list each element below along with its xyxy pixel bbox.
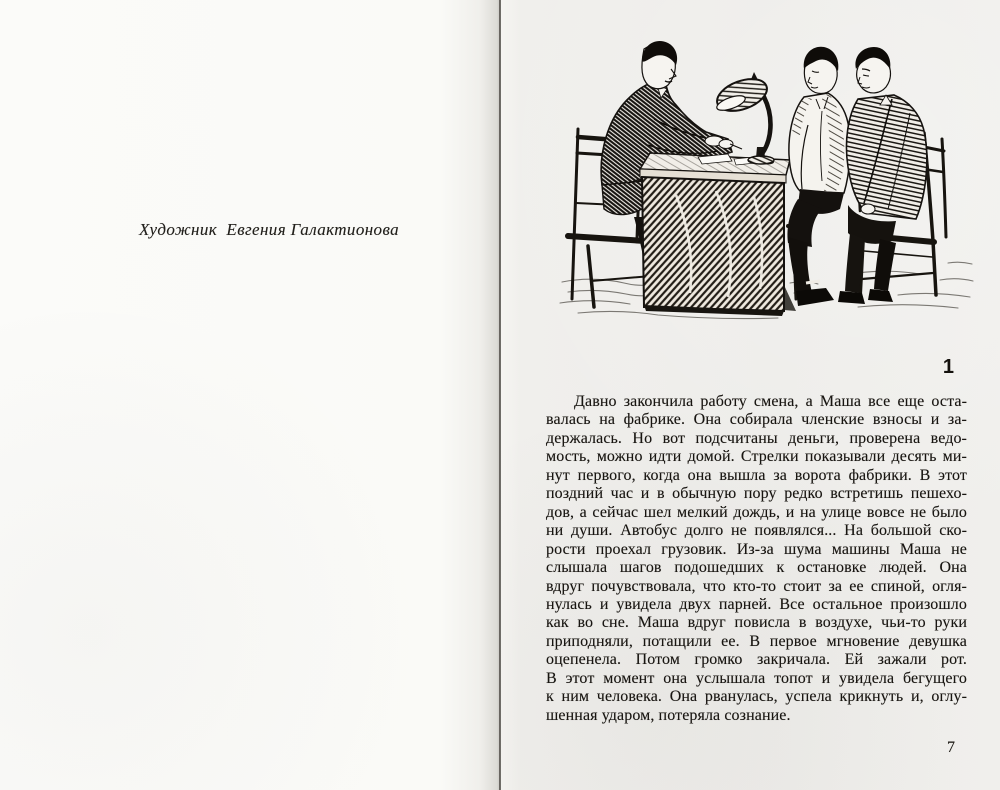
body-line: валась на фабрике. Она собирала членские взносы и за-	[546, 411, 967, 429]
desk	[640, 153, 796, 316]
right-man-figure	[838, 47, 927, 304]
illustration-three-men-at-desk	[558, 33, 978, 323]
body-text	[546, 393, 967, 725]
body-line: рости проехал грузовик. Из-за шума машины Маша не	[546, 540, 967, 558]
body-line: шенная ударом, потеряла сознание.	[546, 706, 791, 724]
page-number: 7	[947, 739, 955, 756]
body-line: нулась и увидела двух парней. Все остальное произошло	[546, 595, 967, 613]
body-line: ни души. Автобус долго не появлялся... На большой ско-	[546, 522, 967, 540]
right-page	[501, 0, 1000, 790]
body-line: приподняли, потащили ее. В первое мгновение девушка	[546, 632, 967, 650]
body-line: нут первого, когда она вышла за ворота фабрики. В этот	[546, 466, 967, 484]
chapter-number: 1	[942, 356, 954, 378]
artist-credit: Художник Евгения Галактионова	[139, 220, 400, 239]
body-line: оцепенела. Потом громко закричала. Ей зажали рот.	[546, 651, 967, 669]
body-line: держалась. Но вот подсчитаны деньги, проверена ведо-	[546, 429, 967, 447]
middle-man-figure	[787, 47, 850, 306]
body-line: как во сне. Маша вдруг повисла в воздухе, чьи-то руки	[546, 614, 967, 632]
body-line: вдруг почувствовала, что кто-то стоит за ее спиной, огля-	[546, 577, 967, 595]
body-line: В этот момент она услышала топот и увидела бегущего	[546, 669, 967, 687]
body-line: Давно закончила работу смена, а Маша все еще оста-	[574, 393, 967, 410]
body-line: поздний час и в обычную пору редко встретишь пешехо-	[546, 485, 967, 503]
body-line: к ним человека. Она рванулась, успела крикнуть и, оглу-	[546, 688, 967, 706]
body-line: мость, можно идти домой. Стрелки показывали десять ми-	[546, 448, 967, 466]
body-line: дов, а сейчас шел мелкий дождь, и на улице вовсе не было	[546, 503, 967, 521]
body-line: слышала шагов подошедших к остановке людей. Она	[546, 559, 967, 577]
